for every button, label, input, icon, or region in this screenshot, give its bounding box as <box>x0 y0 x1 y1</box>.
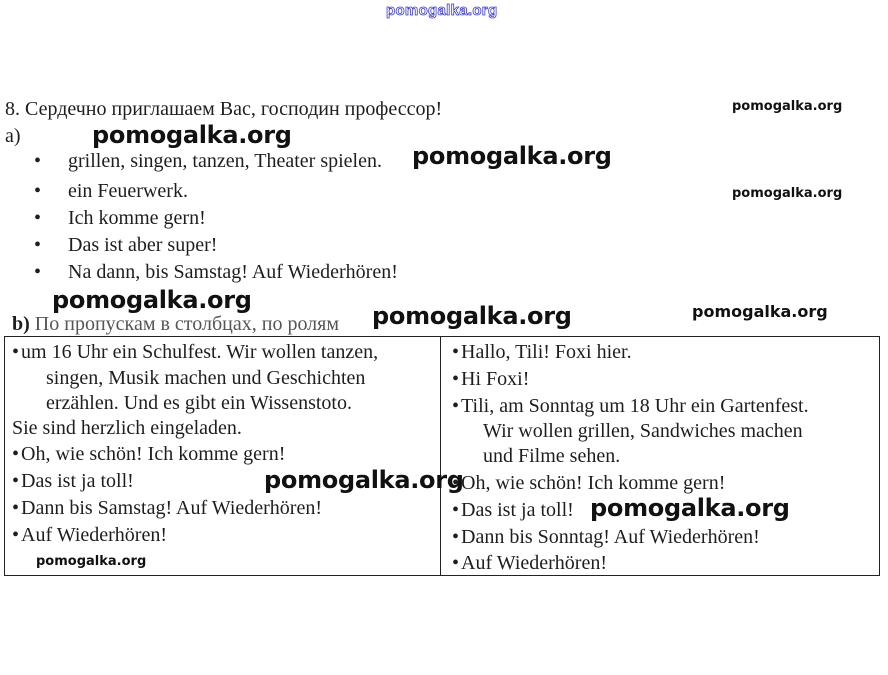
part-a-label: a) <box>5 125 21 147</box>
left-line: • um 16 Uhr ein Schulfest. Wir wollen tanzen, <box>12 341 378 364</box>
watermark-small: pomogalka.org <box>36 554 147 569</box>
right-line: • Oh, wie schön! Ich komme gern! <box>452 472 725 495</box>
left-line: • Oh, wie schön! Ich komme gern! <box>12 443 285 466</box>
watermark-small: pomogalka.org <box>732 99 843 114</box>
left-line: • Das ist ja toll! <box>12 470 134 493</box>
list-item: • ein Feuerwerk. <box>34 180 188 203</box>
left-line: • Auf Wiederhören! <box>12 524 167 547</box>
list-item: • Ich komme gern! <box>34 207 206 230</box>
part-b-label: b) <box>12 313 30 335</box>
watermark-big: pomogalka.org <box>52 286 252 314</box>
list-item: • Na dann, bis Samstag! Auf Wiederhören! <box>34 261 398 284</box>
watermark-small: pomogalka.org <box>732 186 843 201</box>
watermark-big: pomogalka.org <box>264 466 464 494</box>
right-line: • Auf Wiederhören! <box>452 552 607 575</box>
right-line: • Hallo, Tili! Foxi hier. <box>452 341 632 364</box>
right-line: • Hi Foxi! <box>452 368 529 391</box>
exercise-title: 8. Сердечно приглашаем Вас, господин профессор! <box>5 98 443 120</box>
right-line: • Das ist ja toll! <box>452 499 574 522</box>
part-b-instruction <box>12 313 339 336</box>
right-line: • Tili, am Sonntag um 18 Uhr ein Gartenfest. <box>452 395 809 418</box>
part-b-text: По пропускам в столбцах, по ролям <box>34 313 340 335</box>
watermark-big: pomogalka.org <box>372 302 572 330</box>
left-line: singen, Musik machen und Geschichten <box>46 367 366 389</box>
list-item: • grillen, singen, tanzen, Theater spielen. <box>34 150 382 173</box>
left-line: Sie sind herzlich eingeladen. <box>12 417 242 439</box>
right-line: Wir wollen grillen, Sandwiches machen <box>483 420 803 442</box>
right-line: und Filme sehen. <box>483 445 621 467</box>
left-line: erzählen. Und es gibt ein Wissenstoto. <box>46 392 352 414</box>
watermark-big: pomogalka.org <box>412 142 612 170</box>
left-line: • Dann bis Samstag! Auf Wiederhören! <box>12 497 322 520</box>
top-watermark: pomogalka.org <box>386 2 498 19</box>
right-line: • Dann bis Sonntag! Auf Wiederhören! <box>452 526 760 549</box>
watermark-big: pomogalka.org <box>92 121 292 149</box>
list-item: • Das ist aber super! <box>34 234 217 257</box>
watermark-big: pomogalka.org <box>590 494 790 522</box>
watermark-medium: pomogalka.org <box>692 302 828 321</box>
table-divider <box>440 336 441 576</box>
